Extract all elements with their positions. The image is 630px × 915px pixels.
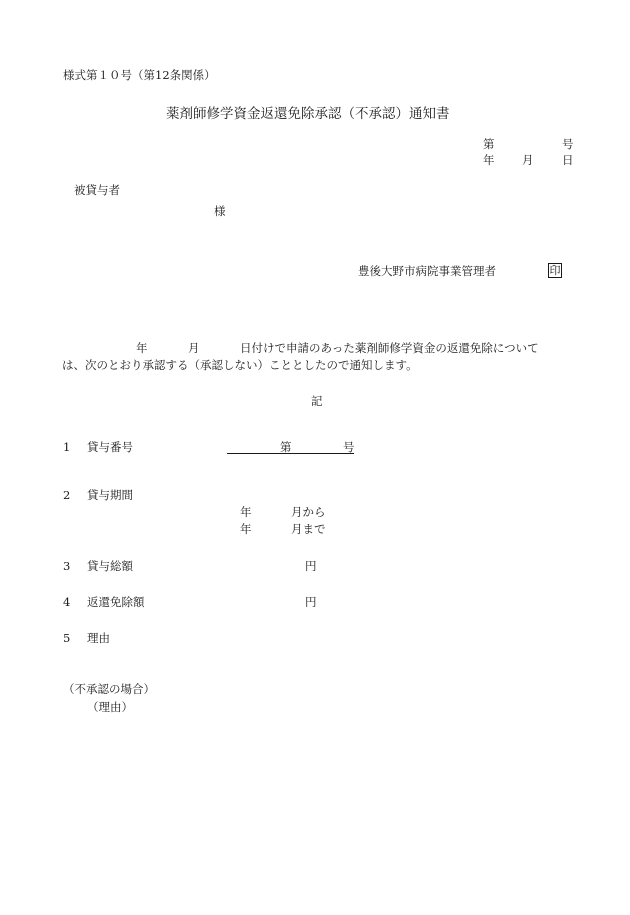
item-4-number: 4 bbox=[63, 595, 71, 609]
body-line-2: は、次のとおり承認する（承認しない）こととしたので通知します。 bbox=[62, 358, 418, 372]
addressee-honorific: 様 bbox=[214, 204, 226, 218]
disapproval-reason: （理由） bbox=[87, 700, 133, 714]
date-day: 日 bbox=[562, 153, 574, 167]
date-year: 年 bbox=[483, 153, 495, 167]
period-to-month: 月まで bbox=[291, 522, 326, 536]
item-1-number: 1 bbox=[63, 440, 71, 454]
item-2-label: 貸与期間 bbox=[87, 488, 133, 502]
document-title: 薬剤師修学資金返還免除承認（不承認）通知書 bbox=[166, 106, 450, 122]
body-line-1: 日付けで申請のあった薬剤師修学資金の返還免除について bbox=[240, 341, 539, 355]
item-1-dai: 第 bbox=[280, 440, 292, 454]
doc-number-suffix: 号 bbox=[562, 137, 574, 151]
item-2-number: 2 bbox=[63, 488, 71, 502]
seal-mark: 印 bbox=[549, 264, 561, 277]
item-1-label: 貸与番号 bbox=[87, 440, 133, 454]
item-4-label: 返還免除額 bbox=[87, 595, 145, 609]
item-5-number: 5 bbox=[63, 631, 71, 645]
period-from-month: 月から bbox=[291, 505, 326, 519]
period-from-year: 年 bbox=[240, 505, 252, 519]
body-year: 年 bbox=[136, 341, 148, 355]
loan-number-underline bbox=[227, 453, 354, 454]
item-4-yen: 円 bbox=[305, 595, 317, 609]
sender-name: 豊後大野市病院事業管理者 bbox=[358, 264, 496, 278]
ki-heading: 記 bbox=[311, 394, 323, 408]
date-month: 月 bbox=[522, 153, 534, 167]
doc-number-prefix: 第 bbox=[483, 137, 495, 151]
item-3-number: 3 bbox=[63, 559, 71, 573]
item-3-label: 貸与総額 bbox=[87, 559, 133, 573]
item-5-label: 理由 bbox=[87, 631, 110, 645]
form-number: 様式第１０号（第12条関係） bbox=[63, 68, 216, 82]
item-3-yen: 円 bbox=[305, 559, 317, 573]
item-1-go: 号 bbox=[343, 440, 355, 454]
disapproval-heading: （不承認の場合） bbox=[63, 682, 155, 696]
body-month: 月 bbox=[188, 341, 200, 355]
addressee-label: 被貸与者 bbox=[74, 183, 120, 197]
period-to-year: 年 bbox=[240, 522, 252, 536]
